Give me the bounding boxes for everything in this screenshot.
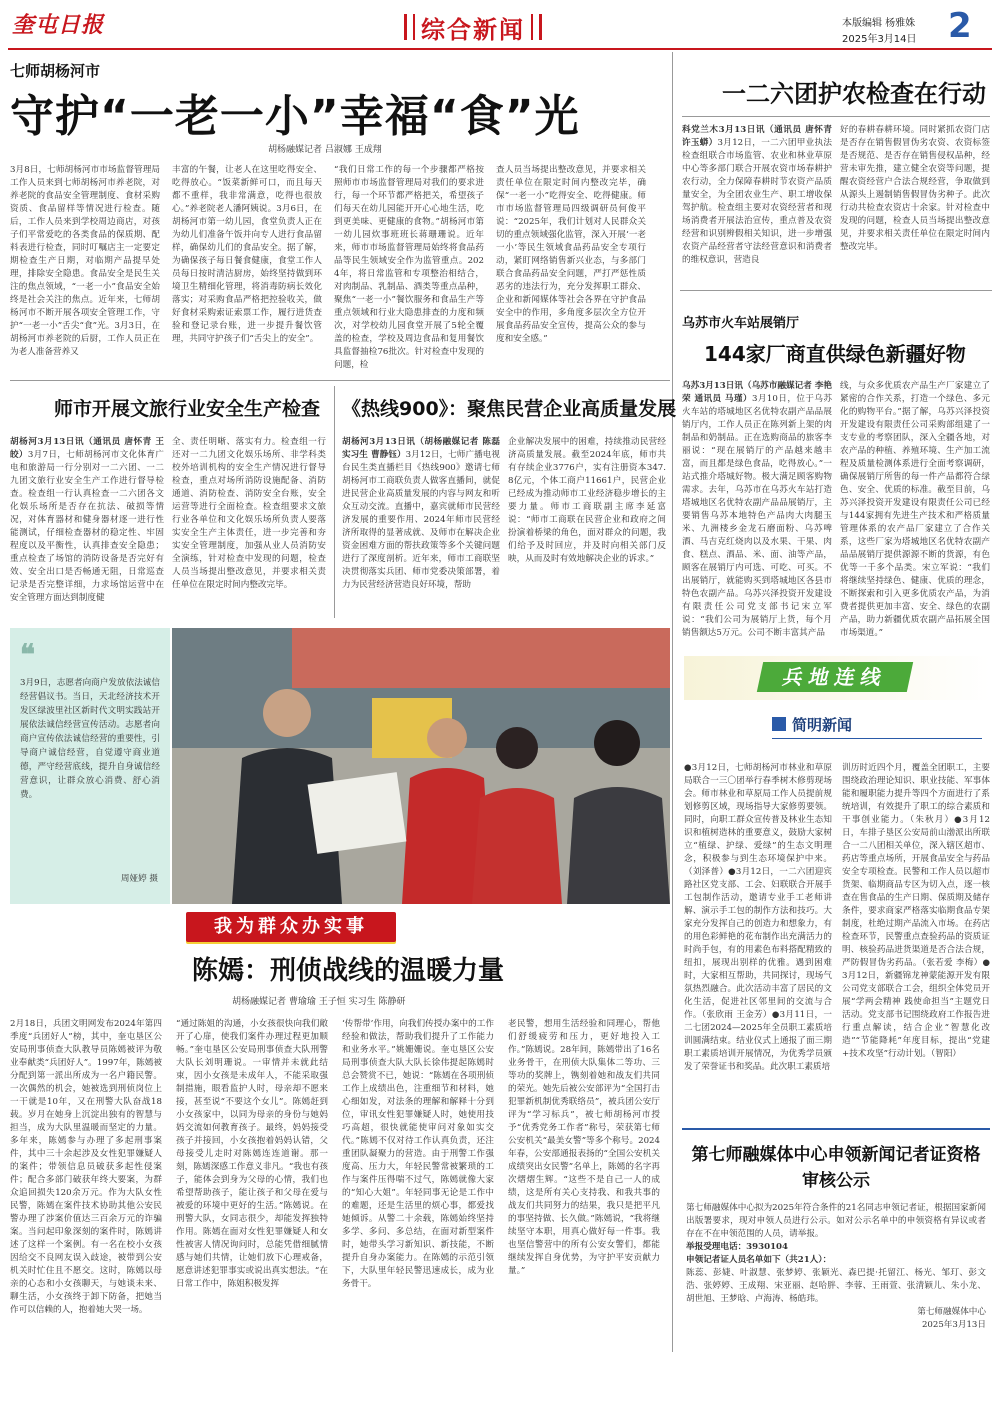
page-editor: 本版编辑 杨雅姝 — [842, 18, 916, 29]
article-kicker: 乌苏市火车站展销厅 — [682, 316, 800, 331]
body-col-1: 3月12日，一二六团甲业执法检查组联合市场监管、农业和林业草原中心等多部门联合开展农资市场春耕护农行动，全力保障春耕时节农资产品质量安全，为全团农业生产、职工增收保驾护航。检查组主要对农资经营者和现场消费者开展法治宣传，重点普及农资经营和识别辨假相关知识，进一步增强农资产品经营者守法经营意识和消费者的维权意识，营造良 — [682, 138, 832, 265]
body-col-4: 查人员当场提出整改意见，并要求相关责任单位在限定时间内整改完毕，确保“一老一小”吃得安全、吃得健康。师市市场监督管理局四级调研员何俊平说：“2025年，我们计划对人民群众关切的重点领域强化监管，深入开展‘一老一小’等民生领域食品药品安全专项行动，紧盯网络销售新兴业态，与多部门联合食品药品安全问题，严打严惩性质恶劣的违法行为，充分发挥职工群众、企业和新闻媒体等社会各界在守护食品安全中的作用，多角度多层次全方位开展食品药品安全宣传，提高公众的参与度和安全感。” — [496, 165, 646, 344]
body-col-1: 2月18日，兵团文明网发布2024年第四季度“兵团好人”榜，其中，奎屯垦区公安局刑事侦查大队教导员陈嫣被评为敬业奉献类“兵团好人”。1997年，陈嫣被分配到第一派出所成为一名户籍民警。一次偶然的机会，她被选到刑侦岗位上一干就是10年，又在刑警大队奋战18载。岁月在她身上沉淀出独有的智慧与担当，成为大队里温暖而坚定的力量。多年来，陈嫣参与办理了多起刑事案件，其中三十余起涉及女性犯罪嫌疑人的案件；带领信息员破获多起性侵案件；配合多部门破获年终大要案，为群众追回损失120余万元。作为大队女性民警，陈嫣在案件技术协助其他公安民警办理了涉案价值达三百余万元的诈骗案。当问起印象深刻的案件时，陈嫣讲述了这样一个案例。有一名在校小女孩因给交不良网友误入歧途，被带到公安机关时忙住且不愿交。这时，陈嫣以母亲的心态和小女孩聊天，与她谈未来、聊生活，小女孩终于卸下防备，把她当作可以信赖的人，抱着她大哭一场。 — [10, 1019, 162, 1315]
bingtuan-banner — [684, 656, 990, 700]
body-col-2: 线，与众多优质农产品生产厂家建立了紧密的合作关系，打造一个绿色、多元化的购物平台。”据了解，乌苏兴泽投资开发建设有限责任公司采购部组建了一支专业的考察团队，深入全疆各地，对农产品的种植、养殖环境、生产加工流程及质量检测体系进行全面考察调研，确保展销厅所售的每一件产品都符合绿色、安全、优质的标准。截至目前，乌苏兴泽投资开发建设有限责任公司已经与144家拥有先进生产技术和严格质量管理体系的农产品厂家建立了合作关系，这些厂家为塔城地区名优特农副产品品展销厅提供源源不断的货源，有色优等一千多个品类。宋立军说：“我们将继续坚持绿色、健康、优质的理念，不断探索和引入更多优质农产品，为消费者提供更加丰富、安全、绿色的农副产品，助力新疆优质农副产品拓展全国市场渠道。” — [840, 381, 990, 638]
body-col-1: 3月7日，七师胡杨河市文化体育广电和旅游局一行分别对一二六团、一二九团文旅行业安全生产工作进行督导检查。检查组一行认真检查一二六团各文化娱乐场所是否存在抗法、破损等情况，对体育器材和健身器材逐一进行性能测试，仔细检查器材的稳定性、牢固程度以及平衡性，认真排查安全隐患；重点检查了场馆的消防设备是否完好有效、安全出口是否畅通无阻，日常巡查记录是否完整详细，力求场馆运营中在安全管理方面达到制度健 — [10, 450, 164, 603]
photo-illustration — [172, 628, 670, 904]
article-headline: 陈嫣：刑侦战线的温暖力量 — [192, 956, 505, 986]
article-kicker: 七师胡杨河市 — [10, 62, 101, 80]
article-headline: 师市开展文旅行业安全生产检查 — [54, 398, 321, 420]
brief-square-icon — [772, 717, 786, 731]
article-byline: 乌苏3月13日讯（乌苏市融媒记者 李艳荣 通讯员 马瑾） — [682, 381, 832, 404]
body-col-2: 丰富的午餐，让老人在这里吃得安全、吃得放心。“饭菜新鲜可口，而且每天都不重样，我非常满意，吃得也很放心。”养老院老人潘阿姨说。3月6日，在胡杨河市第一幼儿园，食堂负责人正在为幼儿们准备午饭并向专人进行食品留样，确保幼儿们的食品安全。据了解，为确保孩子每日餐食健康，食堂工作人员每日按时清洁厨房，始终坚持做到环境卫生精细化管理，将消毒防病长效化落实；对采购食品严格把控验收关，做好食材采购索证索票工作，履行进货查验和登记录台账，进一步提升餐饮管理，共同守护孩子们“舌尖上的安全”。 — [172, 165, 322, 344]
body-col-1: 3月10日，位于乌苏火车站的塔城地区名优特农副产品品展销厅内，工作人员正在陈列新上架的肉制品和奶制品。正在选购商品的旅客李丽说：“现在展销厅的产品越来越丰富，而且都是绿色食品，吃得放心。”一站式推介塔城好物。极大满足顾客购物需求。去年，乌苏市在乌苏火车站打造塔城地区名优特农副产品品展销厅，主要销售乌苏本地特色产品肉大肉腿玉米、九洲楼乡金龙石磨面粉、乌苏啤酒、马吉克红烧肉以及水果、干果、肉食、糕点、酒品、米、面、油等产品，顾客在展销厅内可选、可吃、可买。不出展销厅，就能购买到塔城地区各县市特色农副产品。乌苏兴泽投资开发建设有限责任公司党支部书记宋立军说：“我们公司为展销厅上货，每个月销售额达5万元。公司不断丰富其产品 — [682, 394, 833, 638]
notice-names: 陈蕊、彭婕、叶淑慧、张梦婷、张颖光、森巴提·托留江、杨光、邹玎、彭文浩、张婷婷、王成翔、宋亚丽、赵哈胖、李蓉、王雨萱、张清颖儿、朱小龙、胡世旭、王梦晗、卢海涛、杨皓玮。 — [686, 1268, 986, 1304]
photo-caption: 3月9日，志愿者向商户发放依法诚信经营倡议书。当日，天北经济技术开发区绿波里社区新时代文明实践站开展依法诚信经营宣传活动。志愿者向商户宣传依法诚信经营的重要性，引导商户诚信经营，自觉遵守商业道德，严守经营底线，提升自身诚信经营意识，让群众放心消费、舒心消费。 — [20, 678, 160, 800]
feature-banner: 我为群众办实事 — [186, 912, 396, 942]
body-col-2: 企业解决发展中的困难，持续推动民营经济高质量发展。截至2024年底，师市共有存续企业3776户，实有注册资本347.8亿元，个体工商户11661户，民营企业已经成为推动师市工业经济稳步增长的主要力量。师市工商联副主席李延富说：“师市工商联在民营企业和政府之间扮演着桥梁的角色，面对群众的问题，我们给予及时回应，并及时向相关部门反映，从而及时有效地解决企业的诉求。” — [508, 437, 666, 564]
section-title: 综合新闻 — [421, 15, 525, 44]
body-col-1: ●3月12日，七师胡杨河市林业和草原局联合一三〇团举行春季树木修剪现场会。师市林业和草原局工作人员提前规划修剪区域，现场指导大家修剪要领。同时，向职工群众宣传普及林业生态知识和植树造林的重要意义，鼓励大家树立“植绿、护绿、爱绿”的生态文明理念，积极参与到生态环境保护中来。（刘泽普）●3月12日，一二六团迎宾路社区党支部、工会、妇联联合开展手工包制作活动，邀请专业手工老师讲解、演示手工包的制作方法和技巧。大家充分发挥自己的创造力和想象力，有的用色彩鲜艳的花布制作出充满活力的时尚手包，有的用素色布料搭配精致的纽扣，展现出别样的优雅。遇到困难时，大家相互帮助，共同探讨，现场气氛热烈融合。此次活动丰富了居民的文化生活，促进社区邻里间的交流与合作。（张欣雨 王金芳）●3月11日，一二七团2024—2025年全员职工素质培训圆满结束。结业仪式上通报了面三期职工素质培训开展情况，为优秀学员颁发了荣誉证书和奖品。此次职工素质培 — [684, 763, 832, 1072]
byline-body — [342, 436, 500, 614]
article-headline: 144家厂商直供绿色新疆好物 — [704, 342, 966, 366]
newspaper-logo: 奎屯日报 — [12, 12, 105, 38]
body-col-1: 3月8日，七师胡杨河市市场监督管理局工作人员来到七师胡杨河市养老院，对养老院的食品安全管理制度、食材采购资质、食品留样等情况进行检查。随后，工作人员来到学校周边商店，对孩子们平常爱吃的各类食品的保质期、配料表进行检查，同时叮嘱店主一定要定期检查生产日期，对临期产品提早处理，排除安全隐患。食品安全是民生关注的焦点领域，“一老一小”食品安全始终是社会关注的焦点。近年来，七师胡杨河市不断开展各项安全管理工作，守护“一老一小”舌尖“食”光。3月3日，在胡杨河市养老院的后厨，工作人员正在为老人准备营养又 — [10, 165, 160, 357]
notice-box — [682, 1128, 990, 1350]
body-col-2: “通过陈姐的沟通，小女孩很快向我们敞开了心扉，使我们案件办理过程更加顺畅。”奎屯垦区公安局刑事侦查大队刑警大队长刘明珊说。一审情并未就此结束，因小女孩是未成年人，不能采取强制措施，眼看监护人时，母亲却不愿来接，甚至说“不要这个女儿”。陈嫣赶到小女孩家中，以同为母亲的身份与她妈妈交流如何教育孩子。最终，妈妈接受孩子并接回，小女孩抱着妈妈认错，父母接受儿走时对陈嫣连连道谢。那一刻，陈嫣深感工作意义非凡。“我也有孩子，能体会到身为父母的心情，我们也希望帮助孩子，能让孩子和父母在爱与被爱的环境中更好的生活。”陈嫣说。在刑警大队，女同志很少，却能发挥独特作用。陈嫣在面对女性犯罪嫌疑人和女性被害人情况询问时，总能凭借细腻情感与她们共情，让她们放下心理戒备，愿意讲述犯罪事实或说出真实想法。“在日常工作中，陈姐积极发挥 — [176, 1019, 328, 1289]
notice-sign: 第七师融媒体中心 — [917, 1307, 986, 1317]
article-byline: 科党兰木3月13日讯（通讯员 唐怀青 许玉蟒） — [682, 125, 832, 148]
body-col-3: ‘传帮带’作用，向我们传授办案中的工作经验和做法，帮助我们提升了工作能力和业务水平。”姚姗姗说。奎屯垦区公安局刑事侦查大队大队长徐伟提起陈嫣时总会赞赏不已，她说：“陈嫣在各项刑侦工作上成绩出色，注重细节和材料，她心细如发，对法条的理解和解释十分到位，审讯女性犯罪嫌疑人时，她使用技巧高超，很快就能使审问对象如实交代。”陈嫣不仅对待工作认真负责，还注重团队凝聚力的营造。由于刑警工作强度高、压力大，年轻民警常被繁琐的工作与案件压得喘不过气，陈嫣就像大家的“知心大姐”。年轻同事无论是工作中的难题，还是生活里的烦心事，都爱找她倾诉。从警二十余载，陈嫣始终坚持多学、多问、多总结，在面对新型案件时，她带头学习新知识、新技能，不断提升自身办案能力。在陈嫣的示范引领下，大队里年轻民警迅速成长，成为业务骨干。 — [342, 1019, 494, 1289]
issue-date: 2025年3月14日 — [842, 34, 917, 45]
body-col-3: “我们日常工作的每一个步骤都严格按照师市市场监督管理局对我们的要求进行，每一个环节都严格把关，希望孩子们每天在幼儿园能开开心心地生活，吃到更美味、更健康的食物。”胡杨河市第一幼儿园炊事班班长蒋珊珊说。近年来，师市市场监督管理局始终将食品药品等民生领域安全作为监管重点。2024年，将日常监管和专项整治相结合，对肉制品、乳制品、酒类等重点品种，聚焦“一老一小”餐饮服务和食品生产等重点领域和行业大隐患排查的力度和频次，对学校幼儿园食堂开展了5轮全覆盖的检查，学校及周边食品和复用餐饮具监督抽检76批次。针对检查中发现的问题，检 — [334, 165, 484, 370]
body-col-1: 3月12日，七师广播电视台民生类直播栏目《热线900》邀请七师胡杨河市工商联负责人做客直播间，就促进民营企业高质量发展的内容与网友和听众互动交流。直播中，嘉宾就师市民营经济发展的重要作用、2024年师市民营经济所取得的显著成就、及师市在解决企业资金困难方面的帮扶政策等多个关键问题进行了深度剖析。近年来，师市工商联坚决贯彻落实兵团、师市党委决策部署，着力为民营经济营造良好环境，帮助 — [342, 450, 500, 590]
article-hotline-900 — [342, 386, 677, 618]
article-main — [10, 56, 670, 396]
news-photo — [172, 628, 670, 904]
body-col-2: 训历时近四个月，覆盖全团职工，主要围绕政治理论知识、职业技能、军事体能和履职能力提升等四个方面进行了系统培训，有效提升了职工的综合素质和干事创业能力。（朱秋月）●3月12日，车排子垦区公安局前山渤派出所联合一二八团相关单位，深入辖区超市、药店等重点场所，开展食品安全与药品安全专项检查。民警和工作人员以超市货架、临期商品专区为切入点，逐一核查在售食品的生产日期、保质期及储存条件，要求商家严格落实临期食品专架制度，杜绝过期产品流入市场。在药店检查环节，民警重点查验药品的资质证明、核验药品进货渠道是否合法合规，严防假冒伪劣药品。（张若爱 李梅）●3月12日，新疆锦龙神蒙能源开发有限公司党支部联合工会，组织全体党员开展“学两会精神 践使命担当”主题党日活动。党支部书记围绕政府工作报告进行重点解读，结合企业“智慧化改造”“节能降耗”年度目标，提出“党建+技术攻坚”行动计划。（智阳） — [842, 763, 990, 1059]
byline-body — [682, 124, 832, 282]
brief-title-bar — [772, 712, 852, 736]
quote-icon: ❝ — [20, 638, 36, 671]
article-byline: 胡杨融媒记者 曹瑜瑜 王子恒 实习生 陈静研 — [232, 997, 406, 1007]
byline-body — [10, 436, 164, 614]
body-col-2: 全、责任明晰、落实有力。检查组一行还对一二九团文化娱乐场所、非学科类校外培训机构的安全生产情况进行督导检查，重点对场所消防设施配备、消防通道、消防检查、消防安全台账，安全运营等进行全面检查。检查组要求文旅行业各单位和文化娱乐场所负责人要落实安全生产主体责任，进一步完善和夯实安全管理制度，加强从业人员消防安全演练，针对检查中发现的问题，检查人员当场提出整改意见，并要求相关责任单位在限定时间内整改完毕。 — [172, 437, 326, 590]
article-wusu — [682, 300, 990, 650]
notice-phone: 举报受理电话：3930104 — [686, 1242, 789, 1252]
notice-content — [686, 1202, 986, 1350]
byline-body — [682, 380, 833, 638]
article-headline: 《热线900》：聚焦民营企业高质量发展 — [342, 398, 677, 420]
article-culture-safety — [10, 386, 330, 618]
page-number: 2 — [948, 6, 972, 46]
notice-list-title: 申领记者证人员名单如下（共21人）： — [686, 1255, 832, 1265]
photo-credit: 周娅婷 摄 — [120, 874, 158, 884]
photo-caption-box — [10, 628, 170, 904]
section-header — [404, 10, 542, 44]
article-headline: 守护“一老一小”幸福“食”光 — [10, 91, 580, 142]
body-col-2: 好的春耕春耕环境。同时紧抓农资门店是否存在销售假冒伪劣农资、农资标签是否规范、是否存在销售侵权品种，经营未审先推，建立健全农资等问题，提醒农资经营户合法合规经营，争取做到从源头上遏制销售假冒伪劣种子。此次行动共检查农资店十余家。针对检查中发现的问题，检查人员当场提出整改意见，并要求相关责任单位在限定时间内整改完毕。 — [840, 125, 990, 252]
banner-title: 兵地连线 — [757, 662, 913, 692]
notice-body: 第七师融媒体中心拟为2025年符合条件的21名同志申领记者证，根据国家新闻出版署要求，现对申领人员进行公示。如对公示名单中的申领资格有异议或者存在不在申领范围的人员，请举报。 — [686, 1203, 986, 1239]
notice-title: 第七师融媒体中心申领新闻记者证资格审核公示 — [691, 1145, 981, 1191]
article-byline: 胡杨河3月13日讯（通讯员 唐怀青 王皎） — [10, 437, 164, 460]
brief-title: 简明新闻 — [792, 715, 853, 734]
masthead-rule — [8, 48, 992, 50]
notice-date: 2025年3月13日 — [921, 1320, 986, 1330]
article-headline: 一二六团护农检查在行动 — [722, 80, 986, 108]
article-byline: 胡杨融媒记者 吕淑娜 王成翔 — [268, 145, 382, 155]
article-byline: 胡杨河3月13日讯（胡杨融媒记者 陈磊 实习生 曹静钰） — [342, 437, 500, 460]
body-col-4: 老民警，想用生活经验和同理心，帮他们舒缓疲劳和压力，更好地投入工作。”陈嫣说。28年间，陈嫣带出了16名业务骨干，在刑侦大队集体二等功、三等功的奖牌上，镌刻着她和战友们共同的荣光。她先后被公安部评为“全国打击犯罪新机制优秀联络员”，被兵团公安厅评为“学习标兵”，被七师胡杨河市授予“优秀党务工作者”称号，荣获第七师公安机关“最美女警”等多个称号。2024年春，公安部通报表扬的“全国公安机关成绩突出女民警”名单上，陈嫣的名字再次熠熠生辉。“这些不是自己一人的成绩，这是所有关心支持我、和我共事的战友们共同努力的结果，我只是把平凡的事坚持做、长久做。”陈嫣说，“我将继续坚守本职，用真心做好每一件事。我也坚信警营中的所有公安女警们，都能继续发挥自身优势，为守护平安贡献力量。” — [508, 1019, 660, 1276]
article-126 — [682, 56, 990, 284]
